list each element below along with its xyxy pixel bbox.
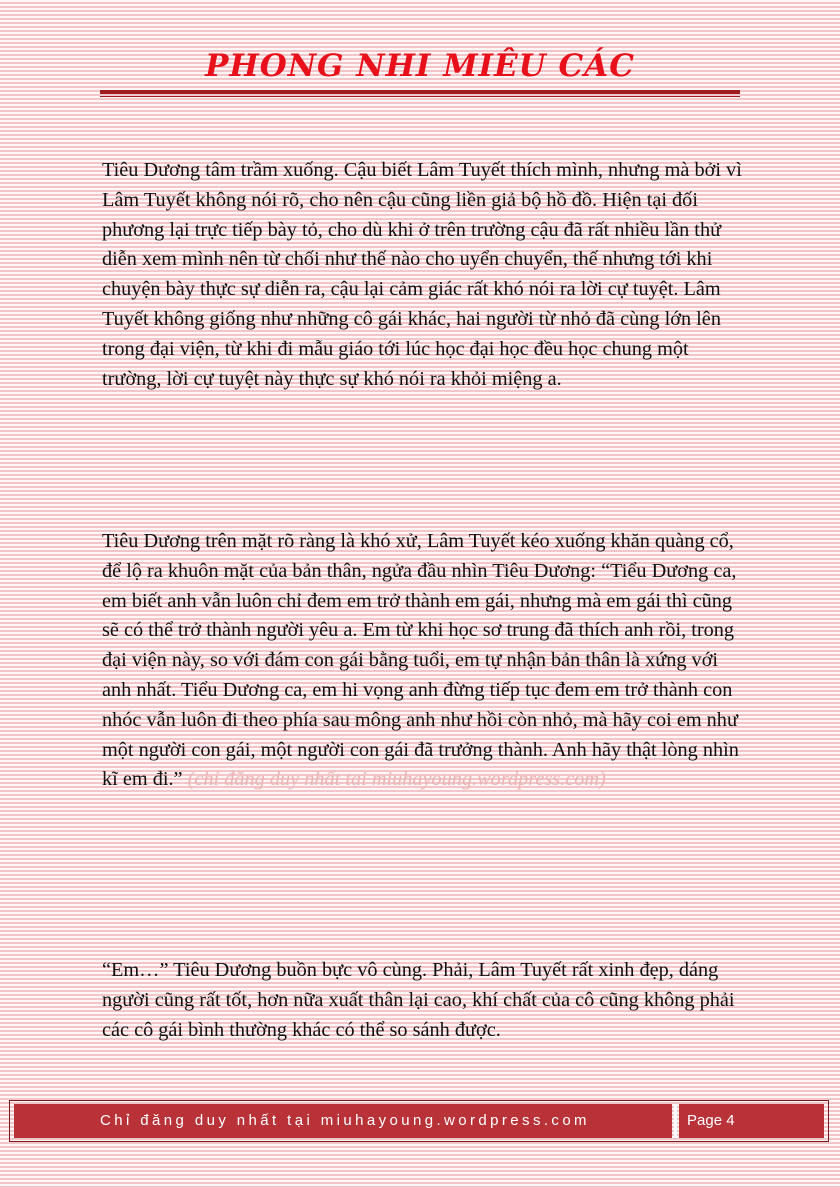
paragraph-2-text: Tiêu Dương trên mặt rõ ràng là khó xử, Lâm Tuyết kéo xuống khăn quàng cổ, để lộ ra khuôn mặt của bản thân, ngửa đầu nhìn Tiêu Dương: “Tiểu Dương ca, em biết anh vẫn luôn chỉ đem em trở thành em gái, nhưng mà em gái thì cũng sẽ có thể trở thành người yêu a. Em từ khi học sơ trung đã thích anh rồi, trong đại viện này, so với đám con gái bằng tuổi, em tự nhận bản thân là xứng với anh nhất. Tiểu Dương ca, em hi vọng anh đừng tiếp tục đem em trở thành con nhóc vẫn luôn đi theo phía sau mông anh như hồi còn nhỏ, mà hãy coi em như một người con gái, một người con gái đã trưởng thành. Anh hãy thật lòng nhìn kĩ em đi.” <box>102 530 739 791</box>
page-title: PHONG NHI MIÊU CÁC <box>205 48 635 84</box>
paragraph-3: “Em…” Tiêu Dương buồn bực vô cùng. Phải, Lâm Tuyết rất xinh đẹp, dáng người cũng rất tốt, hơn nữa xuất thân lại cao, khí chất của cô cũng không phải các cô gái bình thường khác có thể so sánh được. <box>102 959 735 1041</box>
paragraph-2 <box>102 527 742 795</box>
watermark-text: (chỉ đăng duy nhất tại miuhayoung.wordpress.com) <box>187 768 606 791</box>
footer-separator <box>674 1104 677 1138</box>
header-divider-thin <box>100 96 740 97</box>
paragraph-1: Tiêu Dương tâm trầm xuống. Cậu biết Lâm Tuyết thích mình, nhưng mà bởi vì Lâm Tuyết không nói rõ, cho nên cậu cũng liền giả bộ hồ đồ. Hiện tại đối phương lại trực tiếp bày tỏ, cho dù khi ở trên trường cậu đã rất nhiều lần thử diễn xem mình nên từ chối như thế nào cho uyển chuyển, thế nhưng tới khi chuyện bày thực sự diễn ra, cậu lại cảm giác rất khó nói ra lời cự tuyệt. Lâm Tuyết không giống như những cô gái khác, hai người từ nhỏ đã cùng lớn lên trong đại viện, từ khi đi mẫu giáo tới lúc học đại học đều học chung một trường, lời cự tuyệt này thực sự khó nói ra khỏi miệng a. <box>102 159 742 390</box>
header-divider <box>100 90 740 94</box>
page-number: Page 4 <box>679 1104 824 1138</box>
footer-site-text: Chỉ đăng duy nhất tại miuhayoung.wordpress.com <box>14 1104 672 1138</box>
